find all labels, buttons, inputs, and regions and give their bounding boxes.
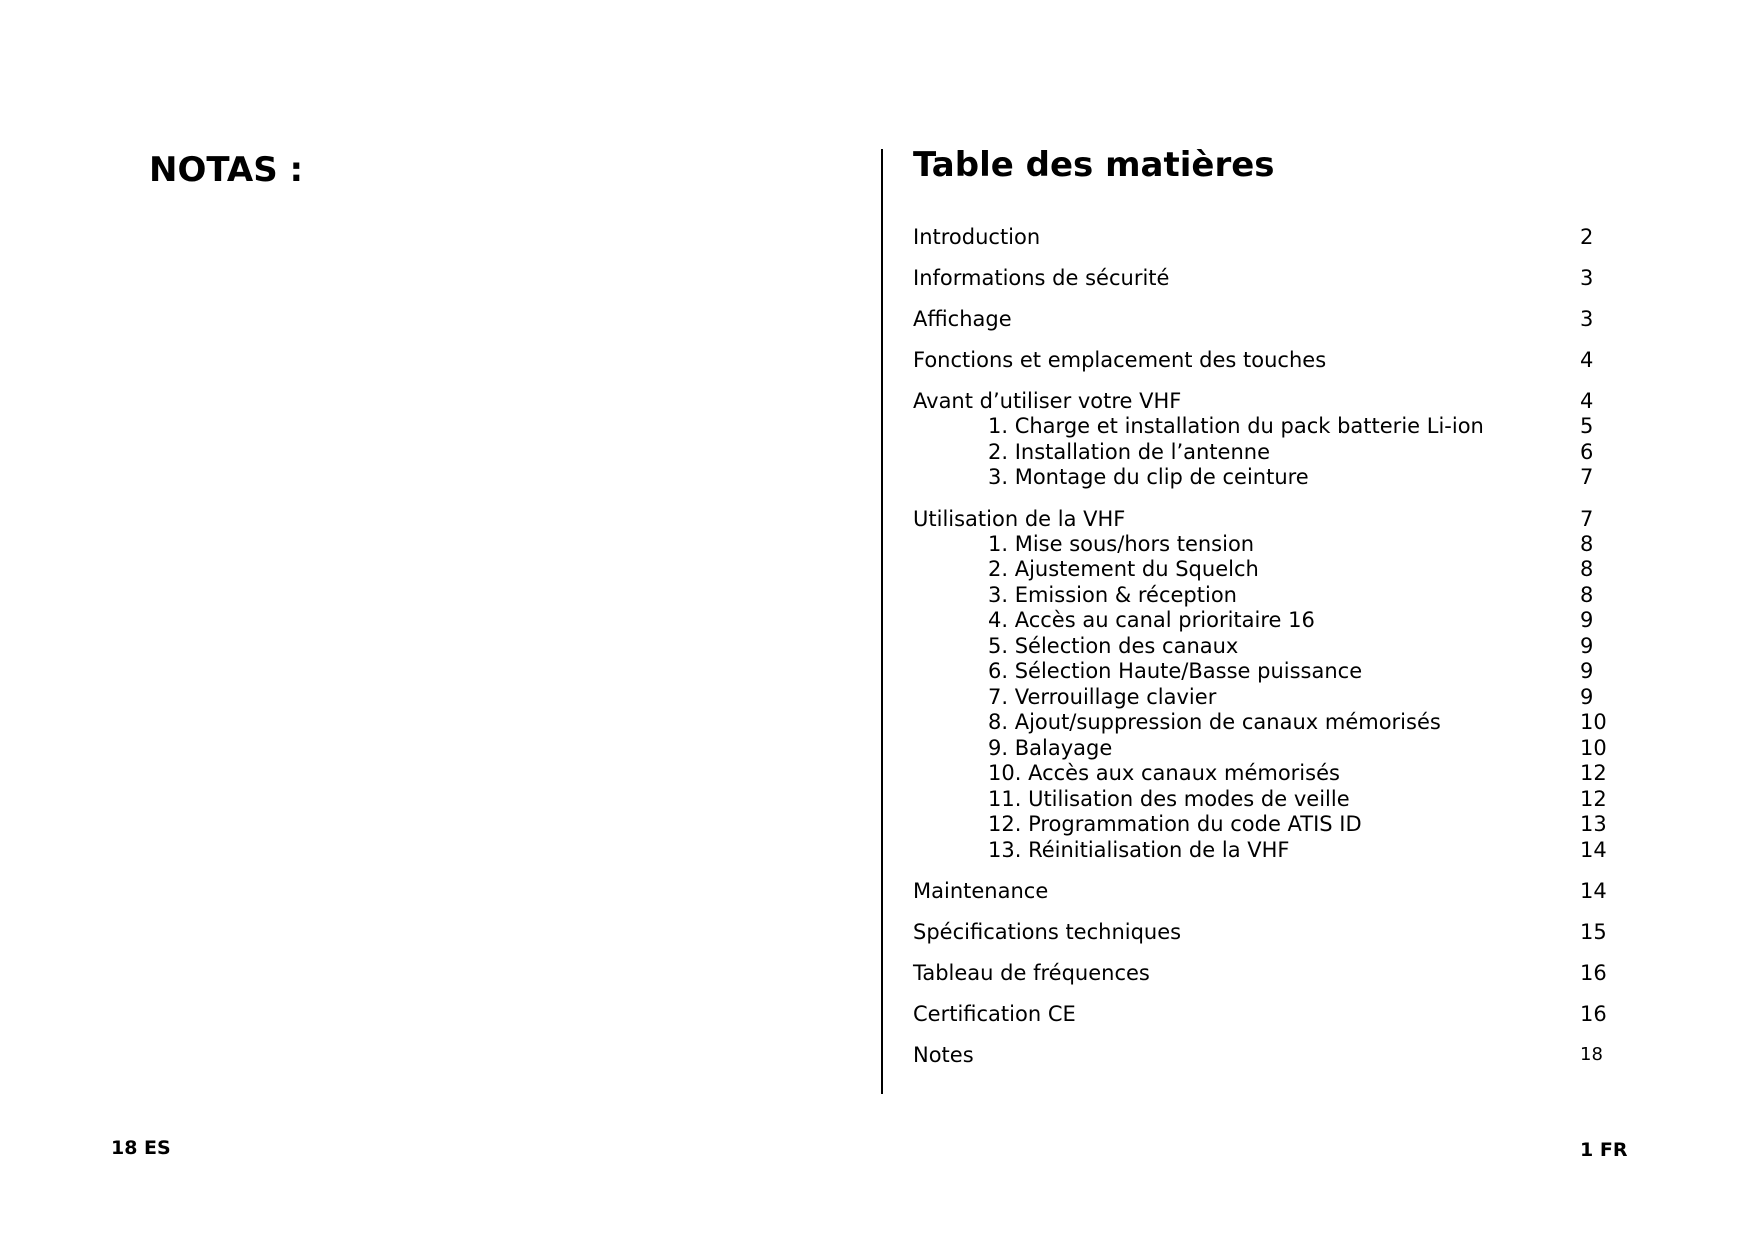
toc-subentry-label: 10. Accès aux canaux mémorisés xyxy=(988,761,1340,785)
toc-subentry-label: 5. Sélection des canaux xyxy=(988,633,1239,658)
toc-subentry[interactable] xyxy=(913,812,1633,838)
toc-entry-label: Affichage xyxy=(913,307,1012,331)
toc-subentry-page: 9 xyxy=(1580,608,1594,632)
toc-entry[interactable] xyxy=(913,960,1633,986)
toc-subentry[interactable] xyxy=(913,440,1633,466)
toc-entry-label: Notes xyxy=(913,1043,974,1067)
toc-subentry-label: 7. Verrouillage clavier xyxy=(988,684,1217,709)
toc-subentry-label: 2. Installation de l’antenne xyxy=(988,439,1271,464)
toc-subentry-label: 13. Réinitialisation de la VHF xyxy=(988,837,1290,862)
toc-subentry[interactable] xyxy=(913,532,1633,558)
toc-entry[interactable] xyxy=(913,506,1633,532)
toc-subentry[interactable] xyxy=(913,685,1633,711)
toc-subentry[interactable] xyxy=(913,465,1633,491)
toc-entry[interactable] xyxy=(913,265,1633,291)
toc-subentry-label: 9. Balayage xyxy=(988,735,1113,760)
toc-entry[interactable] xyxy=(913,1001,1633,1027)
toc-entry[interactable] xyxy=(913,306,1633,332)
toc-subentry-label: 1. Charge et installation du pack batterie Li-ion xyxy=(988,414,1484,438)
toc-entry-label: Fonctions et emplacement des touches xyxy=(913,348,1327,372)
toc-subentry-page: 8 xyxy=(1580,582,1594,607)
toc-subentry-page: 10 xyxy=(1580,710,1607,734)
toc-subsection-list xyxy=(913,414,1633,491)
toc-subentry[interactable] xyxy=(913,736,1633,762)
toc-title: Table des matières xyxy=(913,145,1275,185)
toc-entry-page: 3 xyxy=(1580,307,1594,331)
toc-entry-page: 15 xyxy=(1580,920,1607,944)
toc-subentry-label: 3. Emission & réception xyxy=(988,582,1237,607)
toc-entry-page: 4 xyxy=(1580,389,1594,413)
toc-subentry-label: 1. Mise sous/hors tension xyxy=(988,531,1255,556)
toc-subentry-page: 9 xyxy=(1580,659,1594,683)
toc-entry[interactable] xyxy=(913,878,1633,904)
toc-subentry-label: 12. Programmation du code ATIS ID xyxy=(988,812,1362,836)
toc-entry-label: Certification CE xyxy=(913,1002,1076,1026)
toc-subentry[interactable] xyxy=(913,583,1633,609)
toc-entry-page: 4 xyxy=(1580,348,1594,372)
toc-entry-label: Maintenance xyxy=(913,879,1049,903)
toc-subentry-page: 7 xyxy=(1580,465,1594,489)
toc-entry-page: 16 xyxy=(1580,1002,1607,1026)
toc-subentry[interactable] xyxy=(913,557,1633,583)
toc-subentry-label: 11. Utilisation des modes de veille xyxy=(988,786,1350,811)
table-of-contents xyxy=(913,224,1633,1083)
toc-entry[interactable] xyxy=(913,1042,1633,1068)
toc-entry-label: Tableau de fréquences xyxy=(913,961,1150,985)
toc-subentry-label: 4. Accès au canal prioritaire 16 xyxy=(988,608,1315,632)
toc-entry-page: 18 xyxy=(1580,1044,1603,1065)
right-page-footer: 1 FR xyxy=(1580,1139,1628,1161)
toc-entry-page: 14 xyxy=(1580,879,1607,903)
toc-entry[interactable] xyxy=(913,347,1633,373)
toc-entry[interactable] xyxy=(913,388,1633,414)
toc-subentry-page: 9 xyxy=(1580,684,1594,709)
toc-subentry[interactable] xyxy=(913,659,1633,685)
toc-entry-page: 2 xyxy=(1580,225,1594,249)
toc-subentry-page: 5 xyxy=(1580,414,1594,438)
toc-entry[interactable] xyxy=(913,919,1633,945)
toc-entry[interactable] xyxy=(913,224,1633,250)
toc-subentry[interactable] xyxy=(913,761,1633,787)
toc-subentry-page: 13 xyxy=(1580,812,1607,836)
toc-subentry[interactable] xyxy=(913,838,1633,864)
toc-subentry-page: 9 xyxy=(1580,633,1594,658)
toc-subentry[interactable] xyxy=(913,414,1633,440)
toc-subentry-page: 12 xyxy=(1580,786,1607,811)
toc-subentry-page: 8 xyxy=(1580,557,1594,581)
toc-subentry[interactable] xyxy=(913,710,1633,736)
toc-subentry[interactable] xyxy=(913,608,1633,634)
toc-entry-page: 16 xyxy=(1580,961,1607,985)
toc-entry-label: Spécifications techniques xyxy=(913,920,1182,944)
toc-subentry-label: 3. Montage du clip de ceinture xyxy=(988,465,1309,489)
toc-entry-label: Utilisation de la VHF xyxy=(913,506,1126,531)
left-page-title: NOTAS : xyxy=(149,150,304,190)
toc-subentry-page: 12 xyxy=(1580,761,1607,785)
toc-entry-page: 3 xyxy=(1580,266,1594,290)
toc-entry-page: 7 xyxy=(1580,506,1594,531)
toc-subentry-label: 6. Sélection Haute/Basse puissance xyxy=(988,659,1363,683)
toc-subentry-label: 8. Ajout/suppression de canaux mémorisés xyxy=(988,710,1441,734)
left-page-footer: 18 ES xyxy=(111,1137,171,1159)
page-divider xyxy=(881,149,883,1094)
toc-subentry[interactable] xyxy=(913,634,1633,660)
toc-subsection-list xyxy=(913,532,1633,864)
toc-subentry-label: 2. Ajustement du Squelch xyxy=(988,557,1259,581)
toc-subentry[interactable] xyxy=(913,787,1633,813)
toc-entry-label: Introduction xyxy=(913,225,1041,249)
toc-subentry-page: 14 xyxy=(1580,837,1607,862)
toc-entry-label: Informations de sécurité xyxy=(913,266,1170,290)
toc-subentry-page: 10 xyxy=(1580,735,1607,760)
toc-subentry-page: 6 xyxy=(1580,439,1594,464)
toc-subentry-page: 8 xyxy=(1580,531,1594,556)
toc-entry-label: Avant d’utiliser votre VHF xyxy=(913,389,1182,413)
